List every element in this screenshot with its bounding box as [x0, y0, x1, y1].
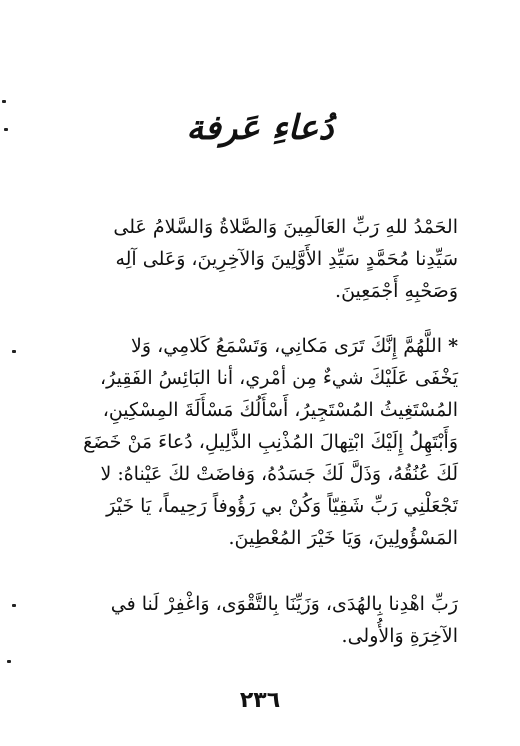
- text-line: لَكَ عُنُقُهُ، وَذَلَّ لَكَ جَسَدُهُ، وَفاضَتْ لكَ عَيْناهُ: لا: [100, 463, 458, 485]
- text-line: الحَمْدُ للهِ رَبِّ العَالَمِينَ وَالصَّلاةُ وَالسَّلامُ عَلى: [113, 216, 458, 238]
- scan-speck: [2, 100, 6, 103]
- scan-speck: [12, 350, 16, 353]
- page-title: دُعاءِ عَرفة: [186, 108, 334, 148]
- text-line: وَصَحْبِهِ أَجْمَعِينَ.: [335, 280, 458, 302]
- asterisk-marker: *: [448, 335, 458, 357]
- paragraph-opening: [22, 211, 458, 307]
- scan-speck: [4, 128, 8, 131]
- text-line: يَخْفَى عَلَيْكَ شيءٌ مِن أمْري، أنا البَائِسُ الفَقِيرُ،: [99, 367, 458, 389]
- page-number: ٢٣٦: [239, 688, 281, 713]
- paragraph-supplication: [22, 330, 458, 554]
- text-line-content: اللَّهُمَّ إِنَّكَ تَرَى مَكانِي، وَتَسْمَعُ كَلامِي، وَلا: [131, 335, 443, 357]
- scan-speck: [7, 660, 11, 663]
- text-line: المَسْؤُولِينَ، وَيَا خَيْرَ المُعْطِينَ.: [228, 527, 458, 549]
- text-line: سَيِّدِنا مُحَمَّدٍ سَيِّدِ الأَوَّلِينَ وَالآخِرِينَ، وَعَلى آلِه: [115, 248, 458, 270]
- paragraph-closing: [22, 588, 458, 652]
- scan-speck: [12, 604, 16, 607]
- text-line-first: [22, 330, 458, 362]
- text-line: رَبِّ اهْدِنا بِالهُدَى، وَزَيِّنَا بِالتَّقْوَى، وَاغْفِرْ لَنا في: [110, 593, 458, 615]
- text-line: الآخِرَةِ وَالأُولى.: [341, 625, 458, 647]
- text-line: وَأَبْتَهِلُ إِلَيْكَ ابْتِهالَ المُذْنِبِ الذَّلِيلِ، دُعاءَ مَنْ خَضَعَ: [83, 431, 458, 453]
- text-line: تَجْعَلْنِي رَبِّ شَقِيّاً وَكُنْ بي رَؤُوفاً رَحِيماً، يَا خَيْرَ: [106, 495, 458, 517]
- text-line: المُسْتَغِيثُ المُسْتَجِيرُ، أَسْأَلُكَ مَسْأَلَةَ المِسْكِينِ،: [102, 399, 458, 421]
